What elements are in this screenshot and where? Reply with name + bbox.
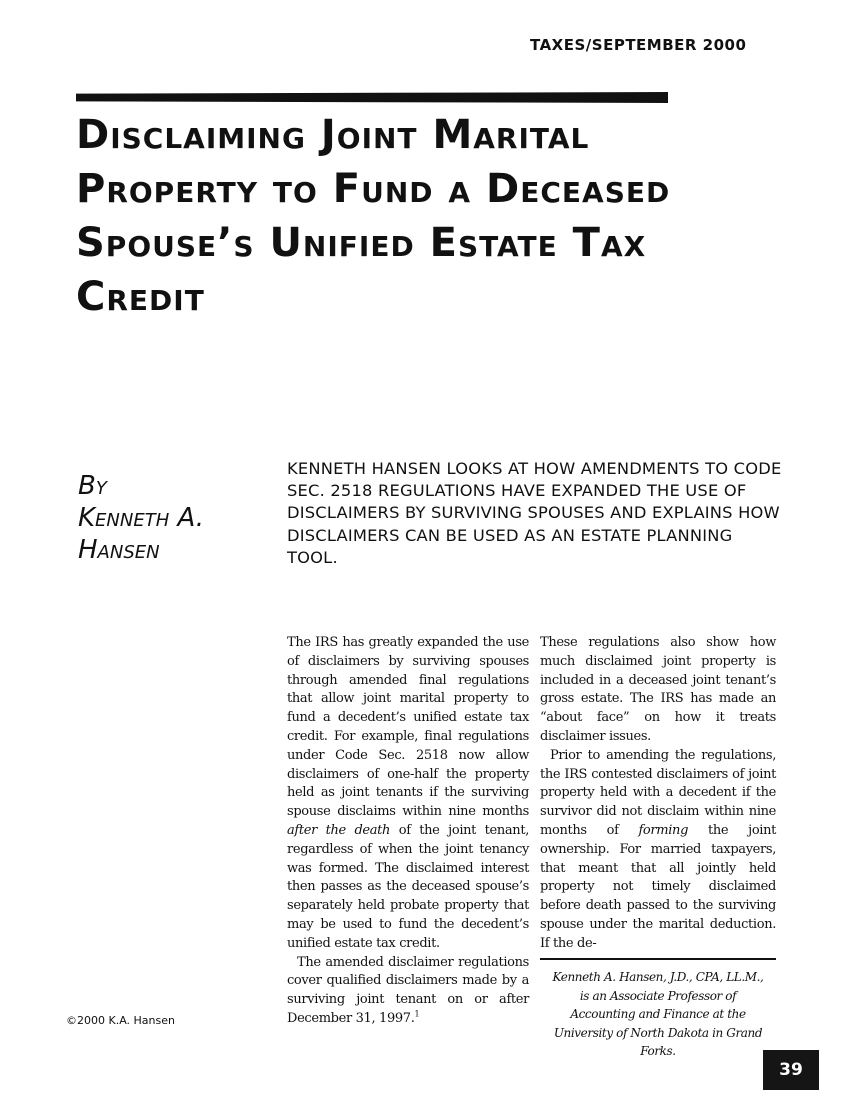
emphasis-text: forming [638, 822, 689, 838]
body-paragraph: These regulations also show how much disclaimed joint property is included in a deceased joint tenant’s gross estate. The IRS has made an “about face” on how it treats disclaimer issues. [540, 635, 776, 744]
body-paragraph [287, 954, 529, 1029]
byline [78, 470, 278, 566]
running-head: TAXES/SEPTEMBER 2000 [530, 36, 747, 54]
body-paragraph [287, 634, 529, 954]
emphasis-text: after the death [287, 822, 391, 838]
title-rule [76, 92, 668, 103]
body-column-2 [540, 634, 776, 954]
byline-prefix: By [78, 471, 107, 501]
author-note: Kenneth A. Hansen, J.D., CPA, LL.M., is an Associate Professor of Accounting and Finance at the University of North Dakota in Grand Forks. [552, 970, 764, 1059]
body-text: The amended disclaimer regulations cover qualified disclaimers made by a surviving joint tenant on or after December 31, 1997. [287, 954, 529, 1026]
author-last-name: Hansen [78, 535, 160, 565]
copyright-notice: ©2000 K.A. Hansen [66, 1014, 175, 1027]
body-column-1 [287, 634, 529, 1029]
body-text: the joint ownership. For married taxpayers, that meant that all jointly held property not timely disclaimed before death passed to the surviving spouse under the marital deduction. If the de- [540, 822, 776, 951]
footnote-marker: 1 [414, 1009, 420, 1019]
body-paragraph [540, 747, 776, 954]
page-number: 39 [763, 1050, 819, 1090]
body-text: Prior to amending the regulations, the IRS contested disclaimers of joint property held with a decedent if the survivor did not disclaim within nine months of [540, 747, 776, 838]
body-text: The IRS has greatly expanded the use of disclaimers by surviving spouses through amended final regulations that allow joint marital property to fund a decedent’s unified estate tax credit. For example, final regulations under Code Sec. 2518 now allow disclaimers of one-half the property held as joint tenants if the surviving spouse disclaims within nine months [287, 635, 529, 820]
article-title: Disclaiming Joint Marital Property to Fund a Deceased Spouse’s Unified Estate Tax Credit [76, 112, 671, 320]
author-note-rule [540, 958, 776, 960]
body-text: of the joint tenant, regardless of when the joint tenancy was formed. The disclaimed interest then passes as the deceased spouse’s separately held probate property that may be used to fund the decedent’s unified estate tax credit. [287, 822, 529, 951]
article-deck: KENNETH HANSEN LOOKS AT HOW AMENDMENTS TO CODE SEC. 2518 REGULATIONS HAVE EXPANDED THE USE OF DISCLAIMERS BY SURVIVING SPOUSES AND EXPLAINS HOW DISCLAIMERS CAN BE USED AS AN ESTATE PLANNING TOOL. [287, 459, 782, 567]
author-first-name: Kenneth A. [78, 503, 205, 533]
